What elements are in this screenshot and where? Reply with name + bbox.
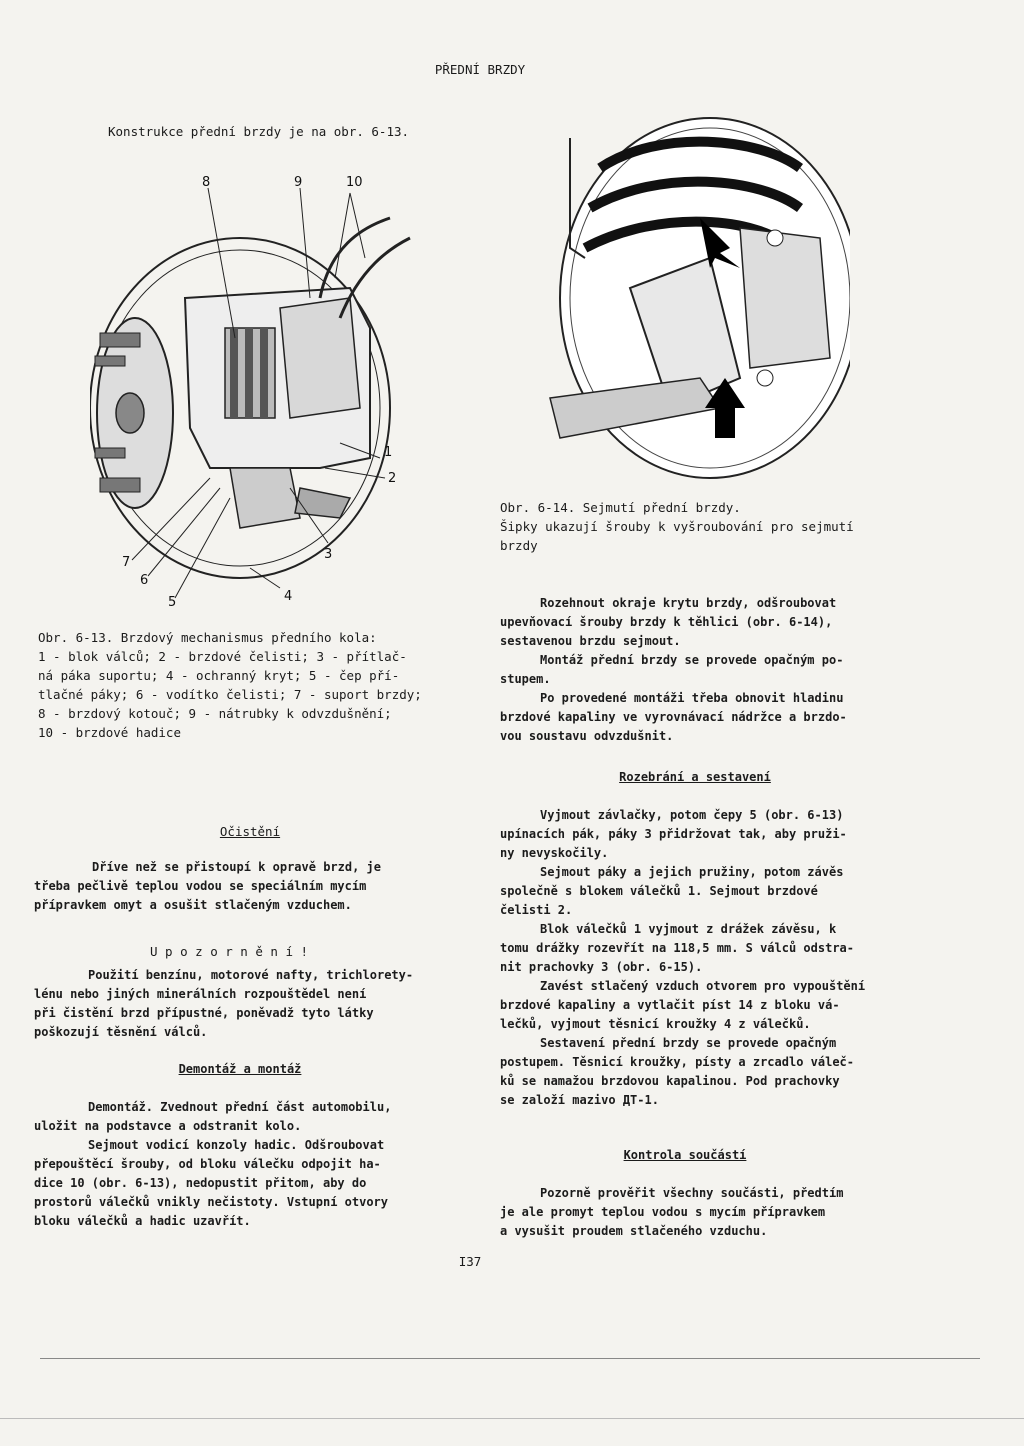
text-line: brzdové kapaliny a vytlačit píst 14 z bloku vá-	[500, 998, 840, 1012]
text-line: uložit na podstavce a odstranit kolo.	[34, 1119, 302, 1133]
caption-line: 10 - brzdové hadice	[38, 725, 181, 740]
text-line: brzdové kapaliny ve vyrovnávací nádržce a brzdo-	[500, 710, 847, 724]
removal-paragraph	[500, 594, 847, 746]
text-line: Zavést stlačený vzduch otvorem pro vypouštění	[540, 979, 866, 993]
text-line: dice 10 (obr. 6-13), nedopustit přitom, aby do	[34, 1176, 367, 1190]
caption-line: ná páka suportu; 4 - ochranný kryt; 5 - čep pří-	[38, 668, 400, 683]
text-line: a vysušit proudem stlačeného vzduchu.	[500, 1224, 768, 1238]
text-line: postupem. Těsnicí kroužky, písty a zrcadlo váleč-	[500, 1055, 855, 1069]
warning-paragraph	[34, 966, 413, 1042]
page-number: I37	[458, 1254, 482, 1269]
section-heading-cleaning: Očistění	[219, 824, 281, 839]
text-line: poškozují těsnění válců.	[34, 1025, 208, 1039]
intro-text: Konstrukce přední brzdy je na obr. 6-13.	[108, 124, 410, 139]
caption-line: Obr. 6-13. Brzdový mechanismus předního kola:	[38, 630, 377, 645]
callout-6: 6	[140, 573, 149, 588]
caption-line: 8 - brzdový kotouč; 9 - nátrubky k odvzdušnění;	[38, 706, 392, 721]
text-line: stupem.	[500, 672, 551, 686]
text-line: sestavenou brzdu sejmout.	[500, 634, 681, 648]
section-heading-assembly: Rozebrání a sestavení	[619, 770, 771, 784]
text-line: vou soustavu odvzdušnit.	[500, 729, 674, 743]
cleaning-paragraph	[34, 858, 381, 915]
brake-removal-photo	[540, 108, 850, 488]
callout-8: 8	[202, 175, 211, 190]
text-line: prostorů válečků vnikly nečistoty. Vstupní otvory	[34, 1195, 389, 1209]
text-line: lénu nebo jiných minerálních rozpouštědel není	[34, 987, 367, 1001]
text-line: Rozehnout okraje krytu brzdy, odšroubovat	[540, 596, 837, 610]
text-line: Vyjmout závlačky, potom čepy 5 (obr. 6-13)	[540, 808, 844, 822]
text-line: Blok válečků 1 vyjmout z drážek závěsu, k	[540, 922, 837, 936]
callout-3: 3	[324, 547, 333, 562]
text-line: Pozorně prověřit všechny součásti, předtím	[540, 1186, 844, 1200]
caption-line: Obr. 6-14. Sejmutí přední brzdy.	[500, 500, 741, 515]
warning-title: U p o z o r n ě n í !	[150, 944, 309, 959]
text-line: ny nevyskočily.	[500, 846, 609, 860]
figure-6-14-caption	[500, 498, 854, 555]
text-line: nit prachovky 3 (obr. 6-15).	[500, 960, 703, 974]
callout-9: 9	[294, 175, 303, 190]
text-line: třeba pečlivě teplou vodou se speciálním mycím	[34, 879, 367, 893]
callout-1: 1	[384, 445, 393, 460]
text-line: Montáž přední brzdy se provede opačným po-	[540, 653, 844, 667]
brake-mechanism-figure	[90, 168, 420, 608]
assembly-paragraph	[500, 806, 865, 1110]
callout-7: 7	[122, 555, 131, 570]
dismount-paragraph	[34, 1098, 391, 1231]
text-line: přepouštěcí šrouby, od bloku válečku odpojit ha-	[34, 1157, 381, 1171]
text-line: tomu drážky rozevřít na 118,5 mm. S válců odstra-	[500, 941, 855, 955]
callout-5: 5	[168, 595, 177, 608]
page-title: PŘEDNÍ BRZDY	[434, 62, 526, 77]
text-line: Použití benzínu, motorové nafty, trichlorety-	[88, 968, 414, 982]
text-line: Demontáž. Zvednout přední část automobilu,	[88, 1100, 392, 1114]
caption-line: brzdy	[500, 538, 538, 553]
text-line: Sejmout páky a jejich pružiny, potom závěs	[540, 865, 844, 879]
text-line: Sejmout vodicí konzoly hadic. Odšroubovat	[88, 1138, 385, 1152]
figure-6-13-caption	[38, 628, 422, 742]
caption-line: tlačné páky; 6 - vodítko čelisti; 7 - suport brzdy;	[38, 687, 422, 702]
callout-10: 10	[346, 175, 363, 190]
text-line: při čistění brzd přípustné, poněvadž tyto látky	[34, 1006, 374, 1020]
scan-divider	[0, 1418, 1024, 1419]
scan-divider	[40, 1358, 980, 1359]
caption-line: Šipky ukazují šrouby k vyšroubování pro sejmutí	[500, 519, 854, 534]
text-line: Sestavení přední brzdy se provede opačným	[540, 1036, 837, 1050]
text-line: lečků, vyjmout těsnicí kroužky 4 z válečků.	[500, 1017, 811, 1031]
caption-line: 1 - blok válců; 2 - brzdové čelisti; 3 - přítlač-	[38, 649, 407, 664]
text-line: bloku válečků a hadic uzavřít.	[34, 1214, 251, 1228]
text-line: přípravkem omyt a osušit stlačeným vzduchem.	[34, 898, 352, 912]
callout-2: 2	[388, 471, 397, 486]
inspection-paragraph	[500, 1184, 843, 1241]
text-line: upínacích pák, páky 3 přidržovat tak, aby pruži-	[500, 827, 847, 841]
callout-4: 4	[284, 589, 293, 604]
text-line: čelisti 2.	[500, 903, 573, 917]
text-line: je ale promyt teplou vodou s mycím přípravkem	[500, 1205, 826, 1219]
section-heading-dismount: Demontáž a montáž	[178, 1062, 302, 1076]
text-line: Po provedené montáži třeba obnovit hladinu	[540, 691, 844, 705]
text-line: se založí mazivo ДТ-1.	[500, 1093, 659, 1107]
text-line: Dříve než se přistoupí k opravě brzd, je	[92, 860, 381, 874]
text-line: společně s blokem válečků 1. Sejmout brzdové	[500, 884, 818, 898]
text-line: ků se namažou brzdovou kapalinou. Pod prachovky	[500, 1074, 840, 1088]
section-heading-inspection: Kontrola součástí	[623, 1148, 747, 1162]
text-line: upevňovací šrouby brzdy k těhlici (obr. 6-14),	[500, 615, 833, 629]
